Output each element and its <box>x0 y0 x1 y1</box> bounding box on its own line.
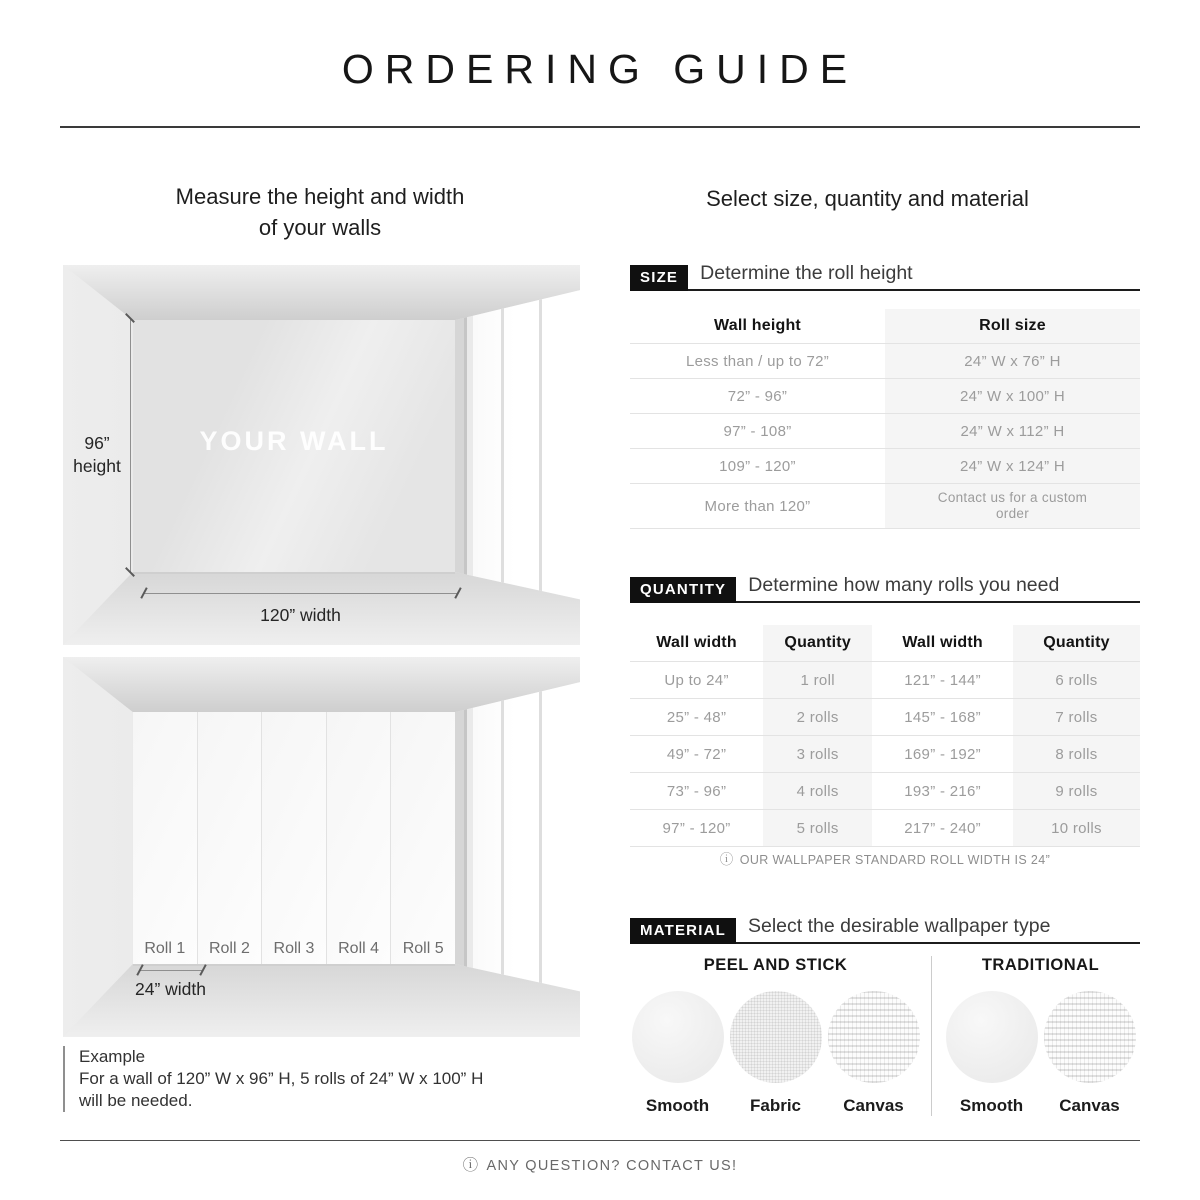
table-cell <box>872 736 1013 772</box>
material-option-label: Canvas <box>1059 1096 1120 1115</box>
column-header-text: Quantity <box>784 634 851 651</box>
material-option <box>826 991 921 1116</box>
window-mullion <box>539 265 542 645</box>
material-group <box>630 956 921 1116</box>
table-cell <box>630 449 885 483</box>
material-section <box>630 915 1140 944</box>
table-row <box>630 661 1140 698</box>
smooth-texture-swatch <box>946 991 1038 1083</box>
table-cell <box>1013 662 1140 698</box>
table-cell <box>872 773 1013 809</box>
cell-text: 7 rolls <box>1055 708 1098 726</box>
wall-height-label <box>65 432 129 478</box>
roll-panel <box>327 712 392 964</box>
cell-text: 49” - 72” <box>666 745 727 763</box>
table-row <box>630 698 1140 735</box>
quantity-section-header <box>630 574 1140 603</box>
material-option <box>944 991 1039 1116</box>
cell-text: Less than / up to 72” <box>685 352 830 370</box>
table-cell <box>1013 810 1140 846</box>
quantity-table <box>630 625 1140 847</box>
roll-panel <box>198 712 263 964</box>
cell-text: 2 rolls <box>796 708 839 726</box>
roll-width-note-text: OUR WALLPAPER STANDARD ROLL WIDTH IS 24” <box>739 853 1051 867</box>
table-cell <box>763 699 872 735</box>
table-cell <box>885 414 1140 448</box>
title-divider <box>60 126 1140 128</box>
material-option-label: Smooth <box>959 1096 1024 1115</box>
cell-text: 5 rolls <box>796 819 839 837</box>
cell-text: 24” W x 100” H <box>959 387 1066 405</box>
column-header-text: Quantity <box>1043 634 1110 651</box>
roll-label: Roll 4 <box>338 940 380 957</box>
material-option <box>1042 991 1137 1116</box>
your-wall-label: YOUR WALL <box>199 425 389 456</box>
table-cell <box>630 484 885 528</box>
material-badge: MATERIAL <box>630 918 736 944</box>
cell-text: 73” - 96” <box>666 782 727 800</box>
example-line2: will be needed. <box>79 1091 193 1110</box>
material-option <box>630 991 725 1116</box>
page-title: ORDERING GUIDE <box>341 46 859 92</box>
material-options-row <box>630 991 921 1116</box>
cell-text: 4 rolls <box>796 782 839 800</box>
info-icon: ⓘ <box>719 852 734 867</box>
table-row <box>630 483 1140 528</box>
table-cell <box>885 484 1140 528</box>
size-section-header <box>630 262 1140 291</box>
table-cell <box>763 773 872 809</box>
room-illustration-measure <box>63 265 580 645</box>
cell-text: 10 rolls <box>1051 819 1102 837</box>
roll-width-label: 24” width <box>134 979 206 999</box>
canvas-texture-swatch <box>828 991 920 1083</box>
cell-text: 8 rolls <box>1055 745 1098 763</box>
table-cell <box>630 736 763 772</box>
cell-text: 145” - 168” <box>904 708 981 726</box>
table-cell <box>630 662 763 698</box>
table-cell <box>872 662 1013 698</box>
window-mullion <box>539 657 542 1037</box>
roll-label: Roll 2 <box>208 940 250 957</box>
column-header-text: Roll size <box>979 317 1046 334</box>
material-group <box>931 956 1137 1116</box>
cell-text: Up to 24” <box>664 671 729 689</box>
table-cell <box>885 449 1140 483</box>
measure-heading-line1: Measure the height and width <box>175 184 465 209</box>
cell-text: More than 120” <box>704 497 811 515</box>
material-group-title: PEEL AND STICK <box>703 956 848 974</box>
cell-text: 24” W x 124” H <box>959 457 1066 475</box>
cell-text: 24” W x 76” H <box>964 352 1061 370</box>
cell-text: 6 rolls <box>1055 671 1098 689</box>
table-cell <box>630 344 885 378</box>
table-cell <box>763 736 872 772</box>
cell-text: 193” - 216” <box>904 782 981 800</box>
width-dimension-line <box>143 593 458 594</box>
table-row <box>630 413 1140 448</box>
cell-text: 169” - 192” <box>904 745 981 763</box>
column-header <box>630 309 885 343</box>
material-option-label: Canvas <box>843 1096 904 1115</box>
roll-width-note <box>630 848 1140 868</box>
cell-text: 97” - 120” <box>662 819 731 837</box>
info-icon: ⓘ <box>462 1157 480 1174</box>
table-cell <box>872 699 1013 735</box>
quantity-section <box>630 574 1140 847</box>
roll-label: Roll 5 <box>402 940 444 957</box>
cell-text: 97” - 108” <box>723 422 792 440</box>
size-section <box>630 262 1140 529</box>
column-header-text: Wall width <box>656 634 737 651</box>
cell-text: 9 rolls <box>1055 782 1098 800</box>
material-option <box>728 991 823 1116</box>
table-cell <box>872 810 1013 846</box>
table-cell <box>885 344 1140 378</box>
roll-panel <box>262 712 327 964</box>
footer-contact <box>0 1153 1200 1175</box>
size-section-title: Determine the roll height <box>700 262 913 284</box>
roll-panel <box>133 712 198 964</box>
quantity-badge: QUANTITY <box>630 577 736 603</box>
wall-height-value: 96” <box>84 433 110 453</box>
table-row <box>630 378 1140 413</box>
material-section-header <box>630 915 1140 944</box>
table-row <box>630 735 1140 772</box>
material-section-title: Select the desirable wallpaper type <box>747 915 1051 937</box>
table-header-row <box>630 309 1140 343</box>
your-wall-surface <box>133 320 455 574</box>
footer-contact-text: ANY QUESTION? CONTACT US! <box>486 1158 738 1174</box>
column-header <box>763 625 872 661</box>
table-cell <box>630 699 763 735</box>
table-cell <box>763 662 872 698</box>
wall-height-word: height <box>73 456 121 476</box>
cell-text: 72” - 96” <box>727 387 788 405</box>
material-group-title: TRADITIONAL <box>981 956 1100 974</box>
smooth-texture-swatch <box>632 991 724 1083</box>
cell-text: 3 rolls <box>796 745 839 763</box>
roll-width-dimension-line <box>139 970 203 971</box>
rolls-wall-surface <box>133 712 455 966</box>
cell-text: 25” - 48” <box>666 708 727 726</box>
footer-divider <box>60 1140 1140 1141</box>
table-cell <box>630 379 885 413</box>
table-row <box>630 809 1140 846</box>
material-groups <box>630 956 1145 1116</box>
table-cell <box>630 810 763 846</box>
cell-text: 24” W x 112” H <box>960 422 1065 440</box>
cell-text: Contact us for a custom order <box>937 490 1088 521</box>
roll-label: Roll 3 <box>273 940 315 957</box>
cell-text: 1 roll <box>800 671 835 689</box>
example-line1: For a wall of 120” W x 96” H, 5 rolls of 24” W x 100” H <box>79 1069 484 1088</box>
size-table <box>630 309 1140 529</box>
roll-panels <box>133 712 455 964</box>
cell-text: 217” - 240” <box>904 819 981 837</box>
height-dimension-line <box>130 318 131 572</box>
table-header-row <box>630 625 1140 661</box>
column-header-text: Wall width <box>902 634 983 651</box>
cell-text: 121” - 144” <box>904 671 981 689</box>
quantity-section-title: Determine how many rolls you need <box>748 574 1060 596</box>
table-row <box>630 772 1140 809</box>
table-cell <box>630 773 763 809</box>
column-header-text: Wall height <box>714 317 801 334</box>
canvas-texture-swatch <box>1044 991 1136 1083</box>
table-cell <box>1013 773 1140 809</box>
material-option-label: Fabric <box>749 1096 802 1115</box>
select-heading: Select size, quantity and material <box>706 186 1029 211</box>
roll-panel <box>391 712 455 964</box>
measure-heading <box>60 181 580 243</box>
fabric-texture-swatch <box>730 991 822 1083</box>
measure-heading-line2: of your walls <box>258 215 382 240</box>
material-option-label: Smooth <box>645 1096 710 1115</box>
column-header <box>1013 625 1140 661</box>
table-cell <box>885 379 1140 413</box>
column-header <box>885 309 1140 343</box>
roll-label: Roll 1 <box>144 940 186 957</box>
material-options-row <box>944 991 1137 1116</box>
table-row <box>630 343 1140 378</box>
table-cell <box>630 414 885 448</box>
table-cell <box>763 810 872 846</box>
column-header <box>630 625 763 661</box>
table-row <box>630 448 1140 483</box>
size-badge: SIZE <box>630 265 688 291</box>
table-cell <box>1013 736 1140 772</box>
wall-width-label: 120” width <box>260 605 341 625</box>
cell-text: 109” - 120” <box>719 457 796 475</box>
example-block <box>63 1046 569 1112</box>
example-title: Example <box>79 1047 146 1066</box>
column-header <box>872 625 1013 661</box>
table-cell <box>1013 699 1140 735</box>
room-illustration-rolls <box>63 657 580 1037</box>
